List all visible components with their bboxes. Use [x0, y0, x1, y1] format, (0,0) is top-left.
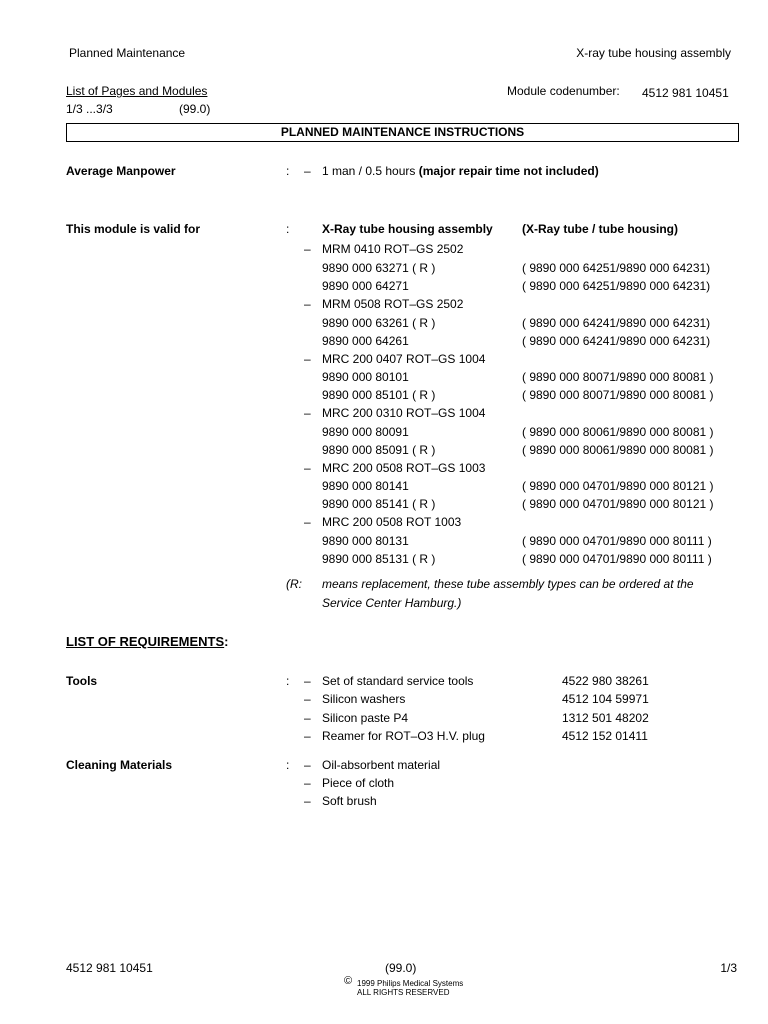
- tool-name: Set of standard service tools: [322, 674, 474, 688]
- tool-name: Reamer for ROT–O3 H.V. plug: [322, 729, 485, 743]
- page-title: PLANNED MAINTENANCE INSTRUCTIONS: [66, 123, 739, 142]
- group-dash: –: [304, 352, 311, 366]
- cleaning-item: Oil-absorbent material: [322, 758, 441, 772]
- tool-dash: –: [304, 674, 311, 688]
- cleaning-dash: –: [304, 758, 311, 772]
- cleaning-dash: –: [304, 776, 311, 790]
- tube-ref: ( 9890 000 04701/9890 000 80121 ): [522, 479, 714, 493]
- tools-label: Tools: [66, 674, 98, 688]
- requirements-heading-colon: :: [224, 634, 229, 649]
- tool-name: Silicon washers: [322, 692, 406, 706]
- manpower-label: Average Manpower: [66, 164, 176, 178]
- col-header-tube: (X-Ray tube / tube housing): [522, 222, 678, 236]
- assembly-id: 9890 000 64261: [322, 334, 409, 348]
- tool-code: 1312 501 48202: [562, 711, 649, 725]
- requirements-heading: [66, 634, 229, 650]
- rights-reserved: ALL RIGHTS RESERVED: [357, 988, 450, 997]
- header-left-title: Planned Maintenance: [69, 46, 186, 60]
- tube-ref: ( 9890 000 64241/9890 000 64231): [522, 334, 711, 348]
- assembly-id: 9890 000 64271: [322, 279, 409, 293]
- tube-ref: ( 9890 000 64251/9890 000 64231): [522, 261, 711, 275]
- tool-code: 4512 152 01411: [562, 729, 648, 743]
- assembly-group-name: MRC 200 0508 ROT 1003: [322, 515, 462, 529]
- assembly-group-name: MRM 0508 ROT–GS 2502: [322, 297, 464, 311]
- assembly-id: 9890 000 85101 ( R ): [322, 388, 436, 402]
- tube-ref: ( 9890 000 64251/9890 000 64231): [522, 279, 711, 293]
- cleaning-item: Soft brush: [322, 794, 377, 808]
- replacement-note-line1: means replacement, these tube assembly types can be ordered at the: [322, 577, 694, 591]
- copyright-icon: ©: [344, 975, 353, 987]
- cleaning-item: Piece of cloth: [322, 776, 395, 790]
- footer-page-number: 1/3: [720, 961, 737, 975]
- col-header-assembly: X-Ray tube housing assembly: [322, 222, 493, 236]
- replacement-note-prefix: (R:: [286, 577, 302, 591]
- tube-ref: ( 9890 000 04701/9890 000 80121 ): [522, 497, 714, 511]
- assembly-id: 9890 000 85131 ( R ): [322, 552, 436, 566]
- tool-code: 4522 980 38261: [562, 674, 649, 688]
- assembly-group-name: MRC 200 0407 ROT–GS 1004: [322, 352, 486, 366]
- group-dash: –: [304, 461, 311, 475]
- header-version: (99.0): [179, 102, 211, 116]
- tool-name: Silicon paste P4: [322, 711, 409, 725]
- manpower-dash: –: [304, 164, 311, 178]
- assembly-group-name: MRM 0410 ROT–GS 2502: [322, 242, 464, 256]
- assembly-id: 9890 000 85141 ( R ): [322, 497, 436, 511]
- tube-ref: ( 9890 000 04701/9890 000 80111 ): [522, 534, 712, 548]
- valid-for-label: This module is valid for: [66, 222, 201, 236]
- assembly-id: 9890 000 80131: [322, 534, 409, 548]
- group-dash: –: [304, 297, 311, 311]
- assembly-id: 9890 000 80141: [322, 479, 409, 493]
- manpower-value: [322, 164, 599, 178]
- tool-dash: –: [304, 729, 311, 743]
- manpower-note: (major repair time not included): [418, 164, 599, 178]
- assembly-group-name: MRC 200 0310 ROT–GS 1004: [322, 406, 486, 420]
- header-right-title: X-ray tube housing assembly: [576, 46, 731, 60]
- requirements-heading-text: LIST OF REQUIREMENTS: [66, 634, 225, 649]
- tube-ref: ( 9890 000 64241/9890 000 64231): [522, 316, 711, 330]
- group-dash: –: [304, 406, 311, 420]
- assembly-id: 9890 000 63261 ( R ): [322, 316, 436, 330]
- tube-ref: ( 9890 000 80061/9890 000 80081 ): [522, 425, 714, 439]
- cleaning-label: Cleaning Materials: [66, 758, 173, 772]
- copyright-line: 1999 Philips Medical Systems: [357, 979, 464, 988]
- tools-colon: :: [286, 674, 290, 688]
- cleaning-dash: –: [304, 794, 311, 808]
- assembly-group-name: MRC 200 0508 ROT–GS 1003: [322, 461, 486, 475]
- module-codenumber-value: 4512 981 10451: [642, 86, 729, 100]
- pages-range: 1/3 ...3/3: [66, 102, 113, 116]
- list-of-pages-link[interactable]: List of Pages and Modules: [66, 84, 208, 98]
- manpower-hours: 1 man / 0.5 hours: [322, 164, 416, 178]
- assembly-id: 9890 000 85091 ( R ): [322, 443, 436, 457]
- assembly-id: 9890 000 80091: [322, 425, 409, 439]
- tube-ref: ( 9890 000 80061/9890 000 80081 ): [522, 443, 714, 457]
- assembly-id: 9890 000 80101: [322, 370, 409, 384]
- cleaning-colon: :: [286, 758, 290, 772]
- tube-ref: ( 9890 000 80071/9890 000 80081 ): [522, 370, 714, 384]
- tool-dash: –: [304, 711, 311, 725]
- footer-code: 4512 981 10451: [66, 961, 153, 975]
- assembly-id: 9890 000 63271 ( R ): [322, 261, 436, 275]
- group-dash: –: [304, 515, 311, 529]
- replacement-note-line2: Service Center Hamburg.): [322, 596, 462, 610]
- tube-ref: ( 9890 000 80071/9890 000 80081 ): [522, 388, 714, 402]
- valid-for-colon: :: [286, 222, 290, 236]
- tube-ref: ( 9890 000 04701/9890 000 80111 ): [522, 552, 712, 566]
- manpower-colon: :: [286, 164, 290, 178]
- footer-version: (99.0): [385, 961, 417, 975]
- tool-dash: –: [304, 692, 311, 706]
- module-codenumber-label: Module codenumber:: [507, 84, 620, 98]
- group-dash: –: [304, 242, 311, 256]
- tool-code: 4512 104 59971: [562, 692, 649, 706]
